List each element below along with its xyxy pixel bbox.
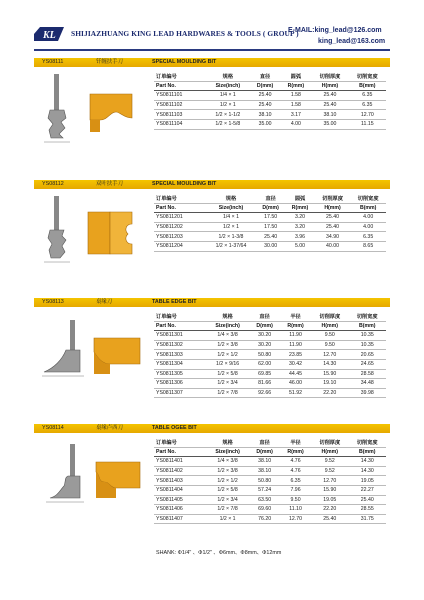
table-header-en: Part No. Size(inch) D(mm) R(mm) H(mm) B(mm) bbox=[154, 321, 386, 331]
table-row: YS0811202 1/2 × 1 17.50 3.20 25.40 4.00 bbox=[154, 222, 386, 232]
spec-table bbox=[154, 72, 386, 130]
table-row: YS0811203 1/2 × 1-3/8 25.40 3.96 34.90 6.35 bbox=[154, 232, 386, 242]
section-code: YS08111 bbox=[42, 59, 64, 65]
svg-text:KL: KL bbox=[43, 30, 56, 41]
table-row: YS0811307 1/2 × 7/8 92.66 51.92 22.20 39.98 bbox=[154, 388, 386, 398]
spec-table bbox=[154, 194, 386, 252]
section-code: YS08113 bbox=[42, 299, 64, 305]
router-bit-drawing bbox=[40, 314, 154, 386]
table-row: YS0811305 1/2 × 5/8 69.85 44.45 15.90 28.58 bbox=[154, 369, 386, 379]
table-header-en: Part No. Size(inch) D(mm) R(mm) H(mm) B(mm) bbox=[154, 81, 386, 91]
table-row: YS0811104 1/2 × 1-5/8 35.00 4.00 35.00 11.15 bbox=[154, 119, 386, 129]
table-header-cn: 订单编号 规格 直径 半径 切削厚度 切削宽度 bbox=[154, 312, 386, 321]
table-row: YS0811102 1/2 × 1 25.40 1.58 25.40 6.35 bbox=[154, 100, 386, 110]
product-section-ys08111 bbox=[34, 58, 390, 168]
table-row: YS0811304 1/2 × 9/16 62.00 30.42 14.30 24.65 bbox=[154, 359, 386, 369]
table-row: YS0811301 1/4 × 3/8 30.20 11.90 9.50 10.35 bbox=[154, 331, 386, 341]
table-row: YS0811403 1/2 × 1/2 50.80 6.35 12.70 19.05 bbox=[154, 476, 386, 486]
company-name: SHIJIAZHUANG KING LEAD HARDWARES & TOOLS ( GROUP ) bbox=[71, 29, 299, 38]
spec-table bbox=[154, 438, 386, 524]
table-header-en: Part No. Size(inch) D(mm) R(mm) H(mm) B(mm) bbox=[154, 203, 386, 213]
table-row: YS0811101 1/4 × 1 25.40 1.58 25.40 6.35 bbox=[154, 91, 386, 101]
table-row: YS0811401 1/4 × 3/8 38.10 4.76 9.52 14.30 bbox=[154, 457, 386, 467]
section-code: YS08114 bbox=[42, 425, 64, 431]
router-bit-drawing bbox=[40, 440, 154, 512]
header-divider bbox=[34, 49, 390, 51]
product-section-ys08112 bbox=[34, 180, 390, 290]
product-section-ys08114 bbox=[34, 424, 390, 544]
section-title-bar bbox=[34, 424, 390, 433]
spec-table bbox=[154, 312, 386, 398]
table-row: YS0811201 1/4 × 1 17.50 3.20 25.40 4.00 bbox=[154, 213, 386, 223]
section-en-name: SPECIAL MOULDING BIT bbox=[152, 181, 217, 187]
section-en-name: SPECIAL MOULDING BIT bbox=[152, 59, 217, 65]
section-cn-name: 桌缘刀 bbox=[96, 299, 113, 305]
section-en-name: TABLE EDGE BIT bbox=[152, 299, 197, 305]
company-logo bbox=[32, 26, 66, 42]
table-row: YS0811204 1/2 × 1-37/64 30.00 5.00 40.00 8.65 bbox=[154, 241, 386, 251]
email-line-1: E-MAIL:king_lead@126.com bbox=[288, 27, 382, 34]
table-row: YS0811303 1/2 × 1/2 50.80 23.85 12.70 20.65 bbox=[154, 350, 386, 360]
table-row: YS0811103 1/2 × 1-1/2 38.10 3.17 38.10 12.70 bbox=[154, 110, 386, 120]
table-header-cn: 订单编号 规格 直径 圆弧 切削厚度 切削宽度 bbox=[154, 194, 386, 203]
section-title-bar bbox=[34, 180, 390, 189]
table-header-cn: 订单编号 规格 直径 圆弧 切削厚度 切削宽度 bbox=[154, 72, 386, 81]
section-cn-name: 双叶扶手刀 bbox=[96, 181, 123, 187]
table-row: YS0811405 1/2 × 3/4 63.50 9.50 19.05 25.40 bbox=[154, 495, 386, 505]
product-section-ys08113 bbox=[34, 298, 390, 420]
section-title-bar bbox=[34, 58, 390, 67]
shank-sizes-note: SHANK: Φ1/4" 、Φ1/2" 、Φ6mm、Φ8mm、Φ12mm bbox=[156, 550, 282, 556]
router-bit-drawing bbox=[40, 194, 154, 266]
table-row: YS0811407 1/2 × 1 76.20 12.70 25.40 31.75 bbox=[154, 514, 386, 524]
table-row: YS0811406 1/2 × 7/8 69.60 11.10 22.20 28.55 bbox=[154, 505, 386, 515]
table-row: YS0811302 1/2 × 3/8 30.20 11.90 9.50 10.35 bbox=[154, 340, 386, 350]
table-row: YS0811402 1/2 × 3/8 38.10 4.76 9.52 14.30 bbox=[154, 466, 386, 476]
section-cn-name: 钎缠扶手刀 bbox=[96, 59, 123, 65]
router-bit-drawing bbox=[40, 72, 154, 144]
email-line-2: king_lead@163.com bbox=[318, 38, 386, 45]
table-row: YS0811306 1/2 × 3/4 81.66 46.00 19.10 34.48 bbox=[154, 379, 386, 389]
section-code: YS08112 bbox=[42, 181, 64, 187]
table-header-en: Part No. Size(inch) D(mm) R(mm) H(mm) B(mm) bbox=[154, 447, 386, 457]
section-title-bar bbox=[34, 298, 390, 307]
section-en-name: TABLE OGEE BIT bbox=[152, 425, 197, 431]
table-header-cn: 订单编号 规格 直径 半径 切削厚度 切削宽度 bbox=[154, 438, 386, 447]
table-row: YS0811404 1/2 × 5/8 57.24 7.96 15.90 22.27 bbox=[154, 485, 386, 495]
section-cn-name: 桌缘卢西刀 bbox=[96, 425, 123, 431]
page-header bbox=[0, 0, 424, 52]
